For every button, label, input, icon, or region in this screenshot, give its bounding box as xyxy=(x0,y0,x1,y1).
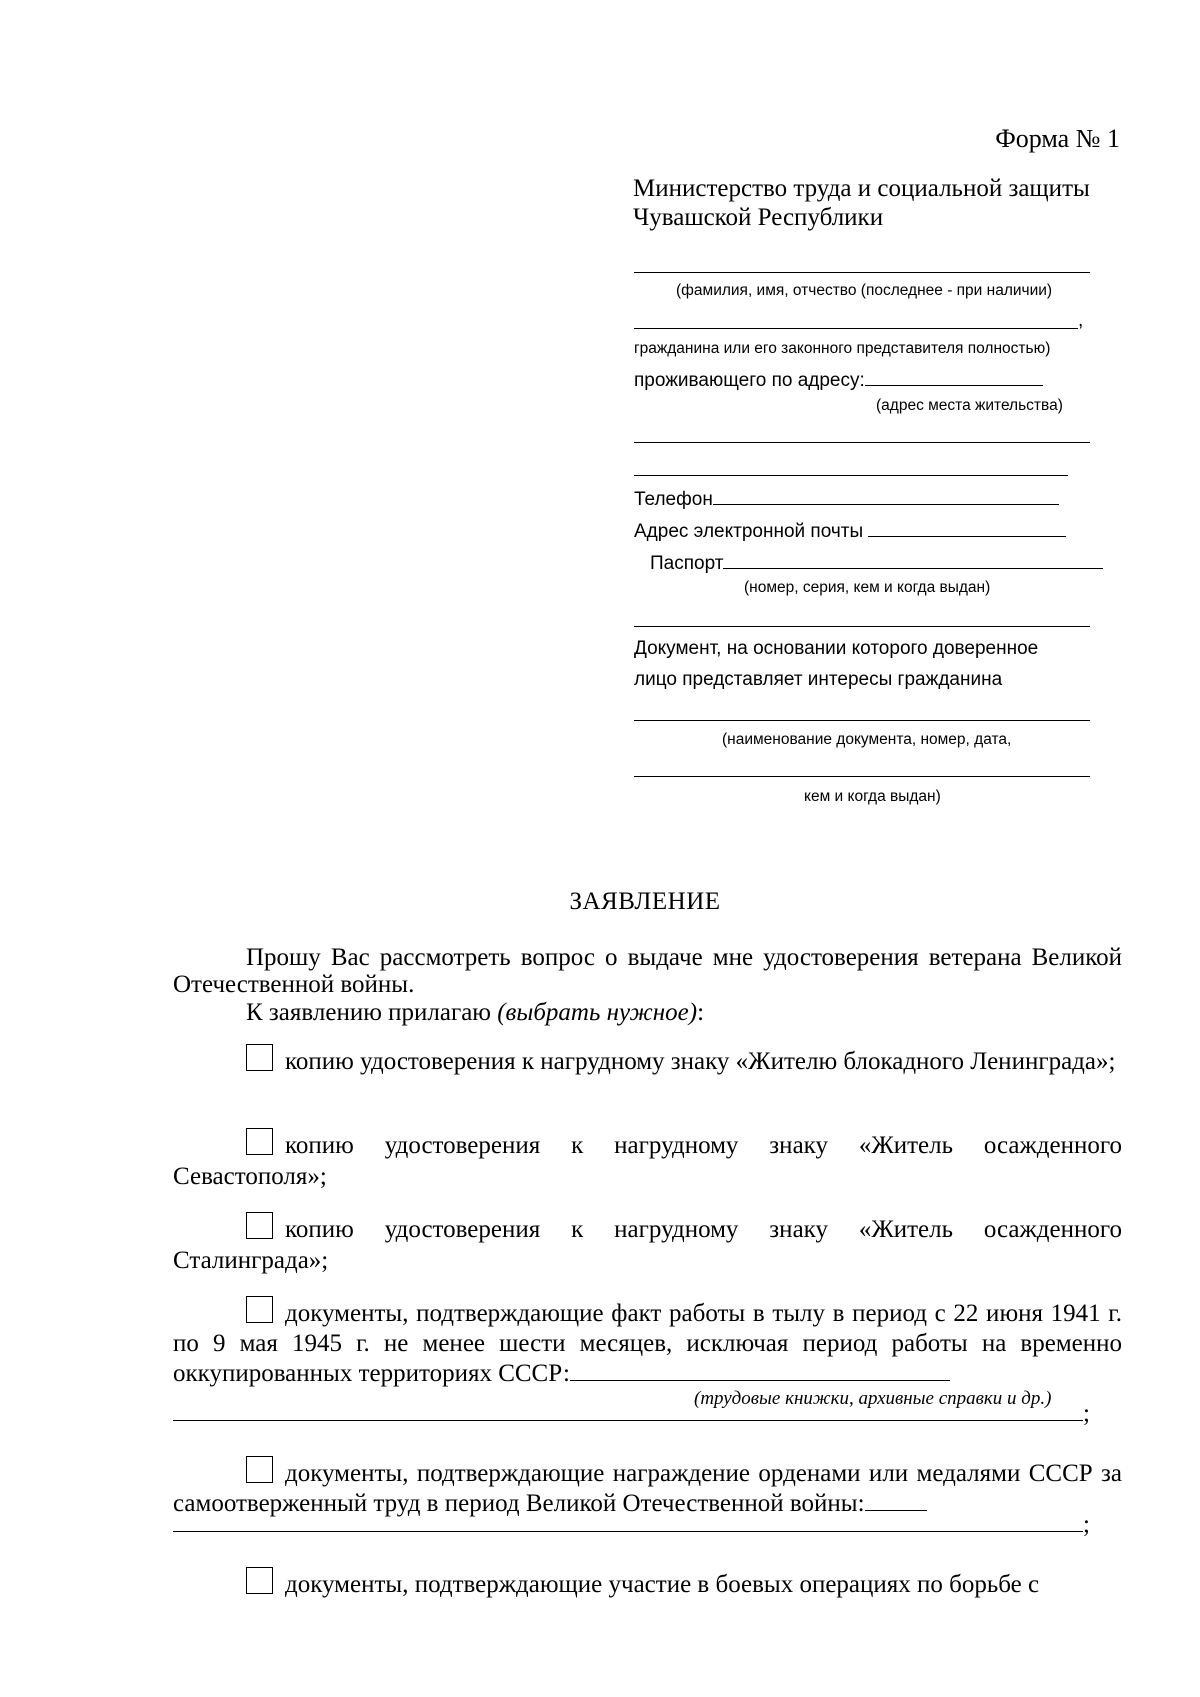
passport-input-line[interactable] xyxy=(723,550,1103,569)
email-input-line[interactable] xyxy=(868,518,1066,537)
attachment-item-2 xyxy=(173,1128,1122,1192)
statement-title: ЗАЯВЛЕНИЕ xyxy=(569,888,721,915)
statement-para-1: Прошу Вас рассмотреть вопрос о выдаче мне удостоверения ветерана Великой Отечественной войны. xyxy=(173,944,1122,998)
attachment-fill-line-4b[interactable] xyxy=(173,1400,1083,1421)
address-field xyxy=(634,367,1043,392)
doc-label-2: лицо представляет интересы гражданина xyxy=(634,669,1003,690)
fio-line[interactable] xyxy=(634,272,1090,273)
attachment-end-5: ; xyxy=(1083,1511,1090,1538)
doc-caption-1: (наименование документа, номер, дата, xyxy=(722,731,1012,748)
statement-para-2 xyxy=(173,999,1122,1026)
attachment-item-3 xyxy=(173,1212,1122,1276)
attachment-text-2: копию удостоверения к нагрудному знаку «Житель осажденного Севастополя»; xyxy=(173,1132,1122,1190)
email-field xyxy=(634,518,1066,543)
attachment-text-1: копию удостоверения к нагрудному знаку «Жителю блокадного Ленинграда»; xyxy=(285,1048,1116,1075)
doc-caption-2: кем и когда выдан) xyxy=(804,788,941,805)
attachment-item-5 xyxy=(173,1456,1122,1519)
address-input-line[interactable] xyxy=(865,367,1043,386)
attachment-checkbox-3[interactable] xyxy=(246,1212,273,1239)
attachment-fill-row-4 xyxy=(173,1400,1090,1428)
phone-label: Телефон xyxy=(634,489,713,510)
citizen-caption: гражданина или его законного представителя полностью) xyxy=(634,340,1051,357)
doc-line-1[interactable] xyxy=(634,720,1090,721)
passport-caption: (номер, серия, кем и когда выдан) xyxy=(744,579,991,596)
attachment-item-4 xyxy=(173,1296,1122,1389)
attachment-fill-line-5a[interactable] xyxy=(865,1490,927,1511)
attachment-fill-line-5b[interactable] xyxy=(173,1511,1083,1532)
attachment-item-6 xyxy=(173,1567,1122,1600)
attachment-text-3: копию удостоверения к нагрудному знаку «Житель осажденного Сталинграда»; xyxy=(173,1216,1122,1274)
passport-label: Паспорт xyxy=(650,553,724,574)
phone-input-line[interactable] xyxy=(713,486,1059,505)
address-line-3[interactable] xyxy=(634,475,1068,476)
attachment-end-4: ; xyxy=(1083,1400,1090,1427)
email-label: Адрес электронной почты xyxy=(634,521,864,542)
address-label: проживающего по адресу: xyxy=(634,370,865,391)
fio-comma: , xyxy=(1078,310,1084,331)
attachment-item-1 xyxy=(173,1044,1122,1077)
attachment-checkbox-2[interactable] xyxy=(246,1128,273,1155)
phone-field xyxy=(634,486,1059,511)
passport-line-2[interactable] xyxy=(634,626,1090,627)
attachment-fill-row-5 xyxy=(173,1511,1090,1539)
attachment-checkbox-4[interactable] xyxy=(246,1296,273,1323)
para2-italic: (выбрать нужное) xyxy=(497,999,698,1026)
attachment-text-6: документы, подтверждающие участие в боевых операциях по борьбе с xyxy=(285,1571,1040,1598)
ministry-line-2: Чувашской Республики xyxy=(633,204,884,231)
para2-suffix: : xyxy=(697,999,705,1026)
attachment-text-5: документы, подтверждающие награждение орденами или медалями СССР за самоотверженный труд в период Великой Отечественной войны: xyxy=(173,1460,1122,1517)
attachment-checkbox-5[interactable] xyxy=(246,1456,273,1483)
attachment-hint-4: (трудовые книжки, архивные справки и др.) xyxy=(694,1388,1052,1409)
form-number: Форма № 1 xyxy=(995,124,1120,153)
doc-label-1: Документ, на основании которого доверенное xyxy=(634,638,1039,659)
fio-line-2[interactable] xyxy=(634,328,1078,329)
ministry-line-1: Министерство труда и социальной защиты xyxy=(633,175,1090,202)
attachment-fill-line-4a[interactable] xyxy=(570,1360,950,1381)
attachment-checkbox-1[interactable] xyxy=(246,1044,273,1071)
doc-line-2[interactable] xyxy=(634,776,1090,777)
attachment-checkbox-6[interactable] xyxy=(246,1567,273,1594)
address-line-2[interactable] xyxy=(634,442,1090,443)
passport-field xyxy=(650,550,1103,575)
fio-caption: (фамилия, имя, отчество (последнее - при наличии) xyxy=(676,282,1053,299)
address-caption: (адрес места жительства) xyxy=(876,397,1063,414)
attachment-text-4: документы, подтверждающие факт работы в тылу в период с 22 июня 1941 г. по 9 мая 1945 г. не менее шести месяцев, исключая период работы на временно оккупированных территориях СССР: xyxy=(173,1300,1122,1387)
para2-prefix: К заявлению прилагаю xyxy=(246,999,498,1026)
ministry-header xyxy=(633,174,1123,232)
